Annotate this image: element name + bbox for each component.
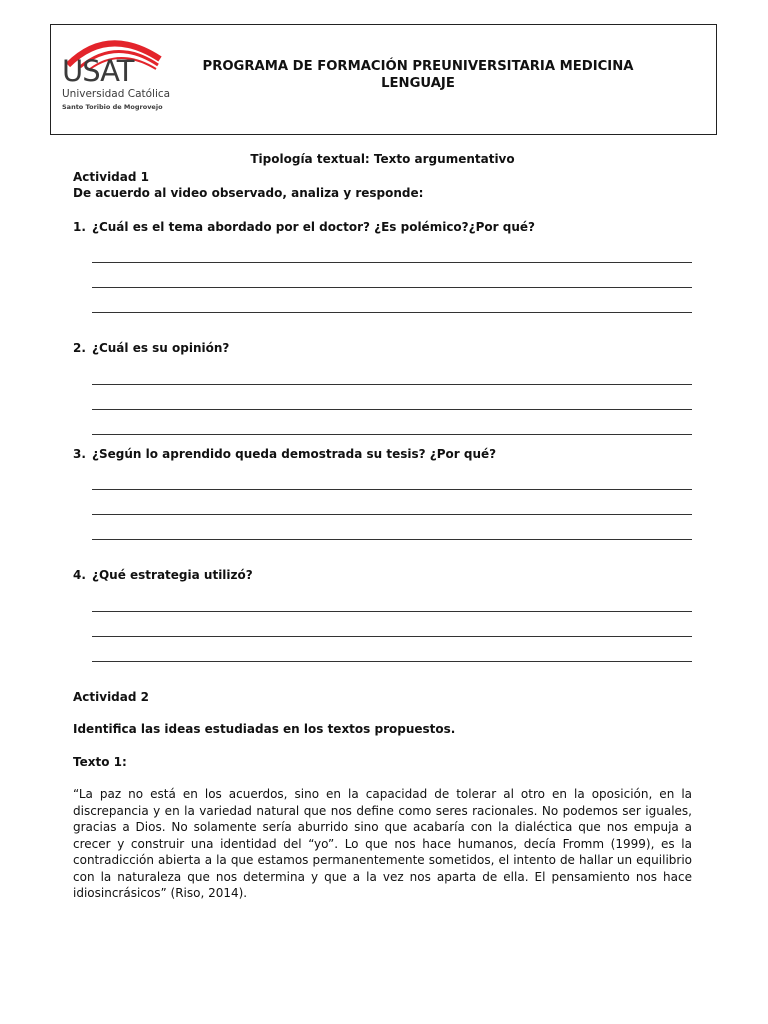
header-title-line2: LENGUAJE	[381, 76, 455, 91]
document-title: Tipología textual: Texto argumentativo	[250, 152, 515, 166]
activity2-instruction: Identifica las ideas estudiadas en los textos propuestos.	[73, 722, 456, 736]
activity1-heading: Actividad 1	[73, 169, 149, 184]
answer-line[interactable]	[92, 489, 692, 490]
answer-line[interactable]	[92, 384, 692, 385]
question-1	[73, 219, 692, 236]
activity2-heading: Actividad 2	[73, 689, 149, 704]
question-text: ¿Según lo aprendido queda demostrada su tesis? ¿Por qué?	[92, 446, 497, 461]
answer-line[interactable]	[92, 514, 692, 515]
document-body	[73, 151, 692, 902]
answer-line[interactable]	[92, 539, 692, 540]
text1-paragraph: “La paz no está en los acuerdos, sino en la capacidad de tolerar al otro en la oposición, en la discrepancia y en la variedad natural que nos define como seres racionales. No podemos ser iguales, gracias a Dios. No solamente sería aburrido sino que acabaría con la dialéctica que nos empuja a crecer y construir una identidad del “yo”. Lo que nos hace humanos, decía Fromm (1999), es la contradicción abierta a la que estamos permanentemente sometidos, el intento de hallar un equilibrio con la naturaleza que nos determina y que a la vez nos aparta de ella. El pensamiento nos hace idiosincrásicos” (Riso, 2014).	[73, 787, 692, 900]
answer-line[interactable]	[92, 287, 692, 288]
question-number: 1.	[73, 219, 86, 234]
answer-line[interactable]	[92, 611, 692, 612]
header-box	[50, 24, 717, 135]
answer-line[interactable]	[92, 434, 692, 435]
question-number: 2.	[73, 341, 86, 355]
question-text: ¿Cuál es su opinión?	[92, 341, 230, 355]
question-3	[73, 446, 692, 463]
header-title-line1: PROGRAMA DE FORMACIÓN PREUNIVERSITARIA MEDICINA	[202, 59, 634, 74]
question-4	[73, 567, 692, 584]
answer-line[interactable]	[92, 262, 692, 263]
logo-subtitle: Universidad Católica	[62, 88, 171, 100]
logo-subtitle-2: Santo Toribio de Mogrovejo	[62, 103, 163, 111]
logo-wordmark: USAT	[62, 54, 134, 88]
question-text: ¿Cuál es el tema abordado por el doctor? ¿Es polémico?¿Por qué?	[92, 219, 535, 234]
activity1-instruction: De acuerdo al video observado, analiza y responde:	[73, 186, 424, 200]
question-number: 4.	[73, 568, 86, 582]
question-number: 3.	[73, 446, 86, 461]
question-2	[73, 340, 692, 357]
text1-label: Texto 1:	[73, 754, 127, 769]
header-title	[123, 58, 713, 92]
answer-line[interactable]	[92, 636, 692, 637]
answer-line[interactable]	[92, 409, 692, 410]
question-text: ¿Qué estrategia utilizó?	[92, 568, 253, 582]
answer-line[interactable]	[92, 661, 692, 662]
answer-line[interactable]	[92, 312, 692, 313]
